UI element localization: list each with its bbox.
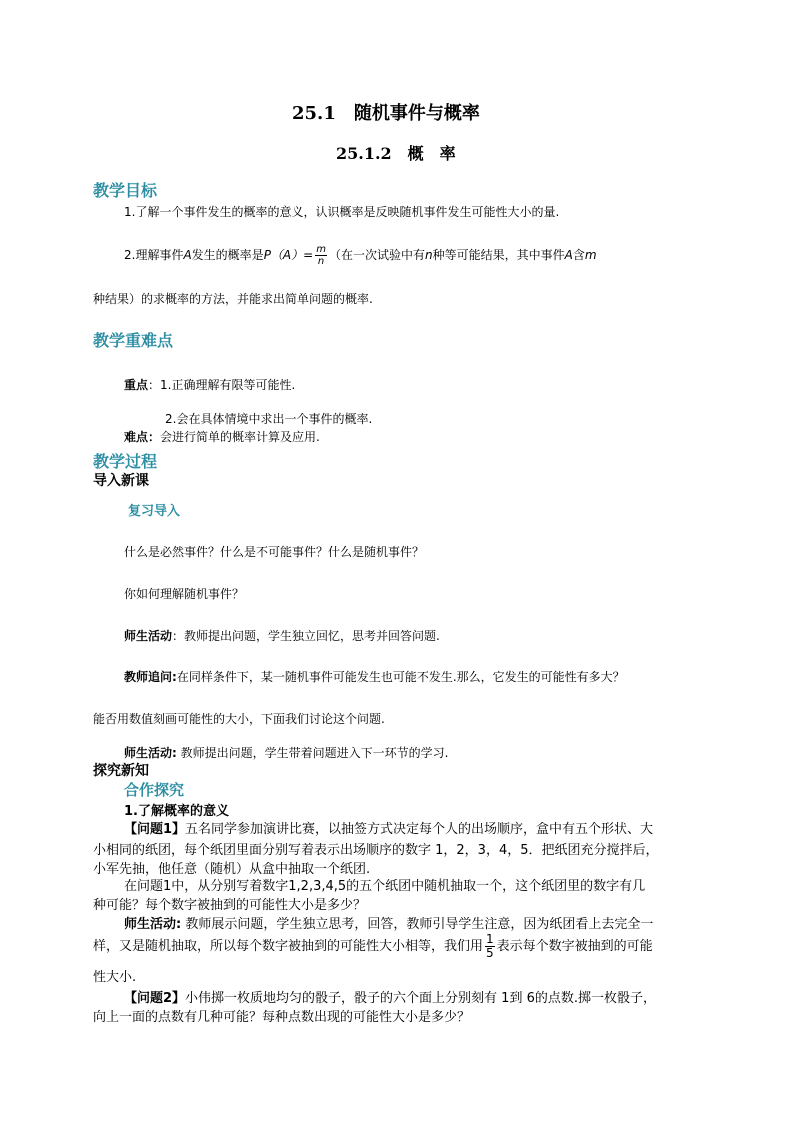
- section-heading-goals: 教学目标: [93, 181, 158, 200]
- review-question-2: 你如何理解随机事件？: [124, 587, 245, 601]
- subheading-intro: 导入新课: [93, 473, 149, 489]
- problem-2-line-1: 【问题2】小伟掷一枚质地均匀的骰子，骰子的六个面上分别刻有 1到 6的点数.掷一枚骰子，: [124, 991, 656, 1006]
- goal-item-1: 1.了解一个事件发生的概率的意义，认识概率是反映随机事件发生可能性大小的量.: [124, 205, 560, 219]
- subheading-explore: 探究新知: [93, 763, 149, 779]
- key-point-2: 2.会在具体情境中求出一个事件的概率.: [165, 412, 373, 426]
- page-title: 25.1 随机事件与概率: [292, 103, 480, 124]
- probability-expression: P（A）=: [263, 248, 314, 262]
- goal-item-2: 2.理解事件A发生的概率是P（A）= $\frac{m}{n}$ （在一次试验中有n种等可能结果，其中事件A含m: [124, 244, 597, 267]
- problem-2-line-2: 向上一面的点数有几种可能？每种点数出现的可能性大小是多少？: [93, 1010, 471, 1025]
- problem-1-question-line-1: 在问题1中，从分别写着数字1,2,3,4,5的五个纸团中随机抽取一个，这个纸团里的数字有几: [124, 879, 646, 894]
- subheading-review: 复习导入: [128, 504, 181, 519]
- fraction-m-over-n: $\frac{m}{n}$: [316, 244, 326, 267]
- page-subtitle: 25.1.2 概 率: [336, 144, 456, 163]
- activity-3-line-2: 样，又是随机抽取，所以每个数字被抽到的可能性大小相等，我们用 $\frac{1}{5}$ 表示每个数字被抽到的可能: [93, 932, 653, 960]
- fraction-one-fifth: $\frac{1}{5}$: [486, 932, 494, 960]
- key-point-1: 重点：1.正确理解有限等可能性.: [124, 378, 296, 392]
- activity-3-line-1: 师生活动: 教师展示问题，学生独立思考，回答，教师引导学生注意，因为纸团看上去完全一: [124, 917, 654, 932]
- subsection-1: 1.了解概率的意义: [124, 804, 229, 819]
- teacher-follow-up: 教师追问:在同样条件下，某一随机事件可能发生也可能不发生.那么，它发生的可能性有多大？: [124, 670, 625, 684]
- review-question-1: 什么是必然事件？什么是不可能事件？什么是随机事件？: [124, 545, 425, 559]
- activity-1: 师生活动：教师提出问题，学生独立回忆，思考并回答问题.: [124, 629, 440, 643]
- problem-1-question-line-2: 种可能？每个数字被抽到的可能性大小是多少？: [93, 898, 367, 913]
- problem-1-line-3: 小军先抽，他任意（随机）从盒中抽取一个纸团.: [93, 862, 371, 877]
- teacher-follow-up-continued: 能否用数值刻画可能性的大小，下面我们讨论这个问题.: [93, 712, 385, 726]
- problem-1-line-2: 小相同的纸团，每个纸团里面分别写着表示出场顺序的数字 1，2，3，4，5．把纸团充分搅拌后，: [93, 843, 659, 858]
- section-heading-difficulties: 教学重难点: [93, 331, 174, 350]
- activity-2: 师生活动: 教师提出问题，学生带着问题进入下一环节的学习.: [124, 746, 449, 760]
- subheading-cooperation: 合作探究: [124, 781, 185, 799]
- difficulty-point: 难点：会进行简单的概率计算及应用.: [124, 430, 320, 444]
- activity-3-line-3: 性大小.: [93, 970, 137, 985]
- goal-item-2-continued: 种结果）的求概率的方法，并能求出简单问题的概率.: [93, 292, 373, 306]
- section-heading-process: 教学过程: [93, 452, 158, 471]
- problem-1-line-1: 【问题1】五名同学参加演讲比赛，以抽签方式决定每个人的出场顺序，盒中有五个形状、大: [124, 822, 654, 837]
